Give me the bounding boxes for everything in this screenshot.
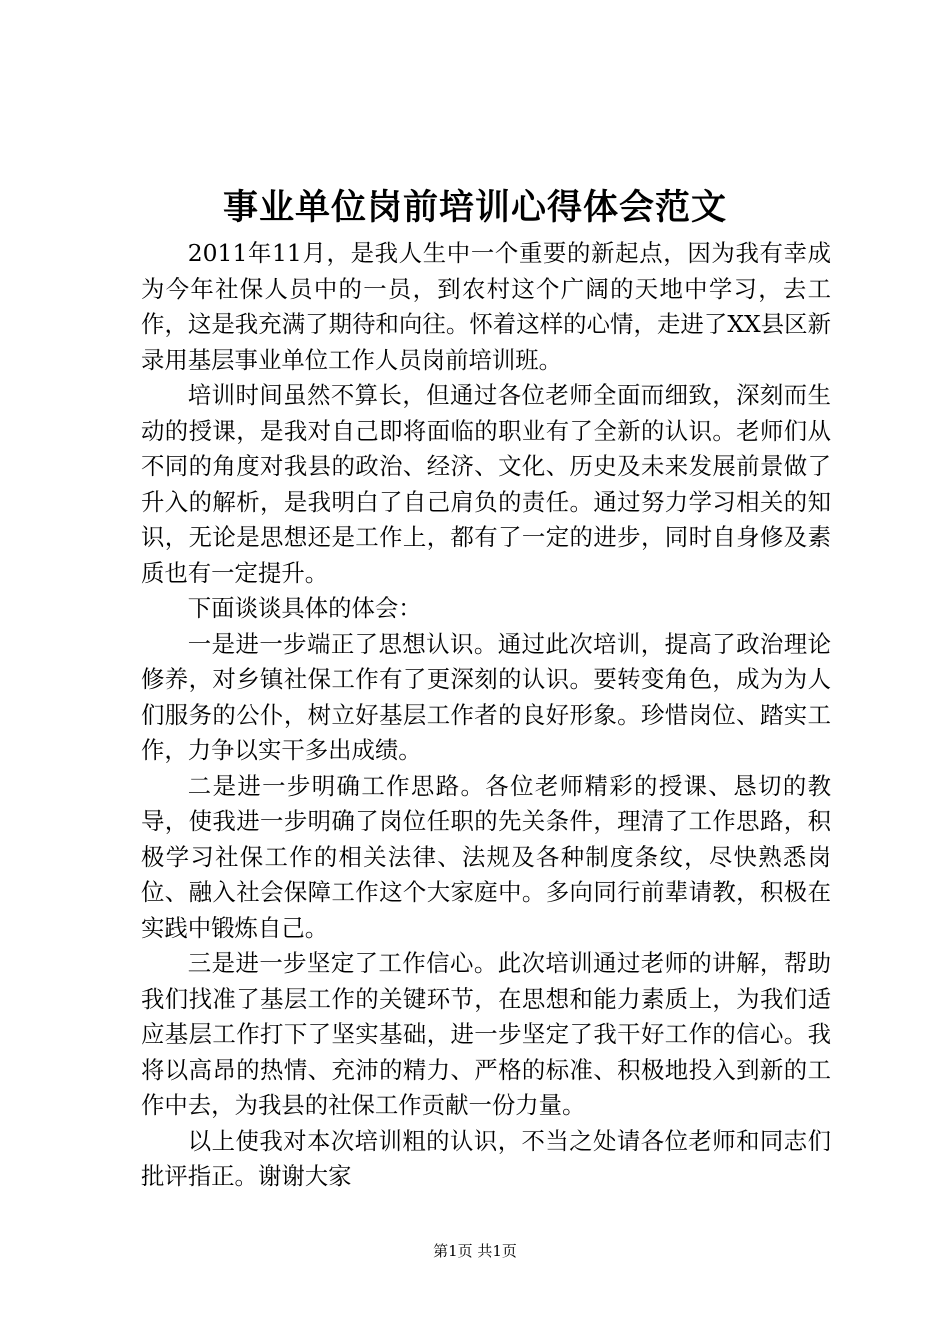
- paragraph-intro: 2011年11月，是我人生中一个重要的新起点，因为我有幸成为今年社保人员中的一员，到农村这个广阔的天地中学习，去工作，这是我充满了期待和向往。怀着这样的心情，走进了XX县区新录用基层事业单位工作人员岗前培训班。: [141, 239, 831, 374]
- paragraph-transition: 下面谈谈具体的体会：: [187, 594, 422, 622]
- paragraph-training-overview: 培训时间虽然不算长，但通过各位老师全面而细致，深刻而生动的授课，是我对自己即将面临的职业有了全新的认识。老师们从不同的角度对我县的政治、经济、文化、历史及未来发展前景做了升入的解析，是我明白了自己肩负的责任。通过努力学习相关的知识，无论是思想还是工作上，都有了一定的进步，同时自身修及素质也有一定提升。: [141, 381, 831, 587]
- paragraph-point-one: 一是进一步端正了思想认识。通过此次培训，提高了政治理论修养，对乡镇社保工作有了更深刻的认识。要转变角色，成为为人们服务的公仆，树立好基层工作者的良好形象。珍惜岗位、踏实工作，力争以实干多出成绩。: [141, 629, 831, 764]
- paragraph-point-two: 二是进一步明确工作思路。各位老师精彩的授课、恳切的教导，使我进一步明确了岗位任职的先关条件，理清了工作思路，积极学习社保工作的相关法律、法规及各种制度条纹，尽快熟悉岗位、融入社会保障工作这个大家庭中。多向同行前辈请教，积极在实践中锻炼自己。: [141, 771, 831, 942]
- document-title: 事业单位岗前培训心得体会范文: [222, 187, 727, 228]
- paragraph-point-three: 三是进一步坚定了工作信心。此次培训通过老师的讲解，帮助我们找准了基层工作的关键环节，在思想和能力素质上，为我们适应基层工作打下了坚实基础，进一步坚定了我干好工作的信心。我将以高昂的热情、充沛的精力、严格的标准、积极地投入到新的工作中去，为我县的社保工作贡献一份力量。: [141, 949, 831, 1119]
- page-footer: 第1页 共1页: [433, 1242, 517, 1260]
- document-body: [141, 236, 831, 1195]
- paragraph-conclusion: 以上使我对本次培训粗的认识，不当之处请各位老师和同志们批评指正。谢谢大家: [141, 1126, 831, 1190]
